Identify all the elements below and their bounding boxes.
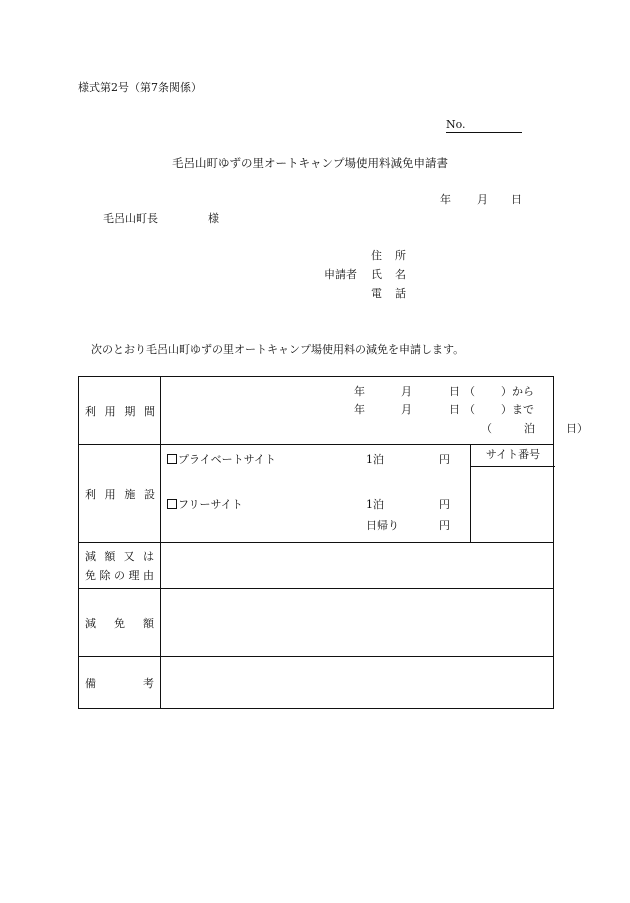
date-month: 月 [477,193,488,206]
applicant-phone-label-1: 電 [371,287,382,300]
free-one-night: 1泊 [366,498,384,511]
applicant-address-label-2: 所 [395,249,406,262]
reduction-amount-row [79,589,554,657]
reason-input[interactable] [161,543,554,589]
free-site-checkbox[interactable] [167,499,177,509]
addressee-honorific: 様 [208,212,219,225]
application-table [78,376,588,709]
remarks-label: 備 考 [85,677,154,690]
site-number-header: サイト番号 [471,445,555,467]
reduction-amount-label: 減 免 額 [85,617,154,630]
free-site-option[interactable]: フリーサイト [167,498,243,512]
number-field[interactable] [446,118,522,133]
period-label: 利 用 期 間 [85,405,155,418]
remarks-input[interactable] [161,657,554,709]
reduction-amount-input[interactable] [161,589,554,657]
free-day-trip-yen: 円 [439,519,450,532]
intro-text: 次のとおり毛呂山町ゆずの里オートキャンプ場使用料の減免を申請します。 [91,343,465,356]
reason-label-line2: 免 除 の 理 由 [85,569,154,582]
date-year: 年 [440,193,451,206]
addressee-name: 毛呂山町長 [103,212,158,225]
reason-label-line1: 減 額 又 は [85,550,154,563]
period-input[interactable]: 年 月 日 （ ）から 年 月 日 （ ）まで （ 泊 日） [161,377,554,445]
number-label: No. [446,118,466,131]
applicant-address-label-1: 住 [371,249,382,262]
private-one-night: 1泊 [366,453,384,466]
date-day: 日 [511,193,522,206]
applicant-phone-label-2: 話 [395,287,406,300]
reason-row [79,543,554,589]
period-row [79,377,554,445]
free-day-trip: 日帰り [366,519,399,532]
remarks-row [79,657,554,709]
applicant-name-label-2: 名 [395,268,406,281]
facility-label: 利 用 施 設 [85,488,155,501]
facility-row [79,445,554,543]
free-one-night-yen: 円 [439,498,450,511]
applicant-label: 申請者 [324,268,357,281]
form-code: 様式第2号（第7条関係） [78,81,202,94]
private-yen: 円 [439,453,450,466]
private-site-checkbox[interactable] [167,454,177,464]
site-number-box[interactable] [470,445,555,542]
applicant-name-label-1: 氏 [371,268,382,281]
private-site-option[interactable]: プライベートサイト [167,453,276,467]
page-title: 毛呂山町ゆずの里オートキャンプ場使用料減免申請書 [172,156,448,170]
